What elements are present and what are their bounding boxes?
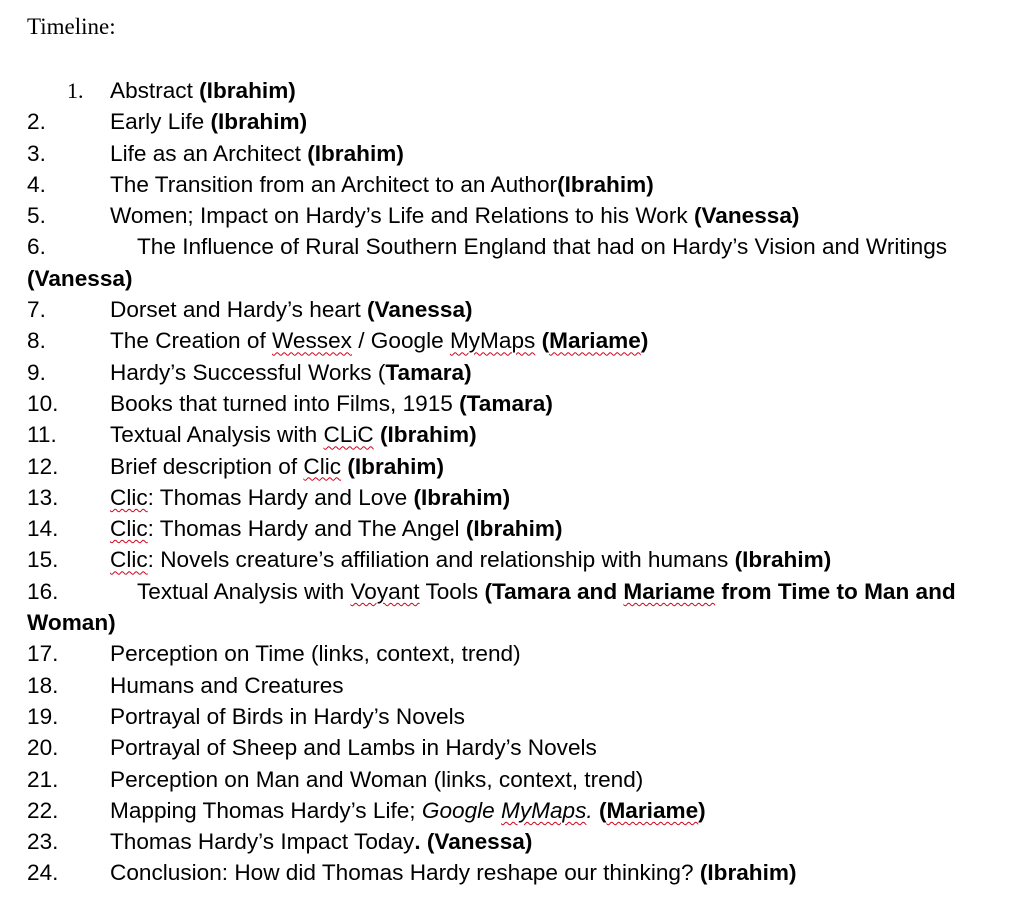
timeline-item bbox=[0, 544, 1010, 575]
item-number: 16. bbox=[27, 578, 59, 604]
item-assignee: (Ibrahim) bbox=[465, 516, 563, 542]
item-text: Abstract bbox=[110, 78, 200, 103]
item-assignee: ( bbox=[598, 797, 607, 823]
item-number: 11. bbox=[27, 422, 57, 448]
item-text: Humans and Creatures bbox=[110, 672, 344, 698]
item-text: CLiC bbox=[323, 422, 374, 448]
item-text: Clic bbox=[303, 453, 342, 479]
item-text: Early Life bbox=[110, 109, 211, 135]
item-number: 7. bbox=[27, 297, 46, 323]
timeline-item bbox=[0, 701, 1010, 732]
item-assignee: (Ibrahim) bbox=[210, 109, 308, 135]
item-number: 1. bbox=[67, 78, 84, 103]
timeline-item bbox=[0, 325, 1010, 356]
item-assignee: (Tamara) bbox=[459, 390, 553, 416]
item-text: Life as an Architect bbox=[110, 140, 308, 166]
item-number: 21. bbox=[27, 766, 59, 792]
timeline-item bbox=[0, 638, 1010, 669]
item-text: . bbox=[586, 797, 593, 823]
item-number: 20. bbox=[27, 735, 59, 761]
item-number: 4. bbox=[27, 171, 46, 197]
item-text: Hardy’s Successful Works ( bbox=[110, 359, 386, 385]
item-assignee: ) bbox=[698, 797, 706, 823]
timeline-item bbox=[0, 826, 1010, 857]
item-text: Clic bbox=[110, 516, 148, 542]
item-assignee: (Ibrahim) bbox=[699, 860, 797, 886]
timeline-heading: Timeline: bbox=[27, 14, 116, 39]
item-number: 14. bbox=[27, 516, 59, 542]
item-assignee: Mariame bbox=[549, 328, 641, 354]
timeline-item bbox=[0, 513, 1010, 544]
item-number: 15. bbox=[27, 547, 59, 573]
item-text: Thomas Hardy’s Impact Today bbox=[110, 829, 415, 855]
timeline-item bbox=[0, 419, 1010, 450]
item-number: 6. bbox=[27, 234, 46, 260]
item-assignee: Mariame bbox=[623, 578, 716, 604]
item-number: 13. bbox=[27, 484, 59, 510]
timeline-list bbox=[0, 75, 1010, 889]
item-text: The Transition from an Architect to an Author bbox=[110, 171, 558, 197]
item-number: 3. bbox=[27, 140, 46, 166]
item-assignee: ( bbox=[541, 328, 550, 354]
item-assignee: (Ibrahim) bbox=[347, 453, 444, 479]
item-number: 17. bbox=[27, 641, 59, 667]
timeline-item bbox=[0, 764, 1010, 795]
item-assignee: (Ibrahim) bbox=[307, 140, 404, 166]
item-assignee: Tamara) bbox=[385, 359, 472, 385]
item-assignee: (Ibrahim) bbox=[557, 171, 654, 197]
item-number: 8. bbox=[27, 328, 46, 354]
item-assignee: . (Vanessa) bbox=[414, 829, 533, 855]
timeline-item bbox=[0, 732, 1010, 763]
item-text: Perception on Man and Woman (links, context, trend) bbox=[110, 766, 644, 792]
item-assignee: from Time to Man and Woman) bbox=[27, 578, 956, 636]
item-text: Voyant bbox=[350, 578, 420, 604]
item-text: Dorset and Hardy’s heart bbox=[110, 297, 368, 323]
item-text: : Thomas Hardy and Love bbox=[147, 484, 414, 510]
item-text: MyMaps bbox=[501, 797, 587, 823]
item-number: 10. bbox=[27, 390, 59, 416]
item-assignee: ) bbox=[640, 328, 649, 354]
item-text: Perception on Time (links, context, trend) bbox=[110, 641, 521, 667]
item-assignee: (Vanessa) bbox=[367, 297, 473, 323]
timeline-item bbox=[0, 169, 1010, 200]
timeline-item bbox=[0, 75, 1010, 106]
item-number: 5. bbox=[27, 203, 46, 229]
item-assignee: (Tamara and bbox=[484, 578, 624, 604]
item-number: 9. bbox=[27, 359, 46, 385]
timeline-item bbox=[0, 482, 1010, 513]
item-text: Clic bbox=[110, 547, 148, 573]
item-assignee: Mariame bbox=[606, 797, 699, 823]
timeline-item bbox=[0, 670, 1010, 701]
item-text: The Creation of bbox=[110, 328, 273, 354]
timeline-item bbox=[0, 106, 1010, 137]
item-text: Tools bbox=[419, 578, 485, 604]
item-text: Portrayal of Birds in Hardy’s Novels bbox=[110, 703, 465, 729]
timeline-item bbox=[0, 576, 1010, 639]
item-number: 18. bbox=[27, 672, 59, 698]
item-text: Google bbox=[421, 797, 502, 823]
timeline-item bbox=[0, 388, 1010, 419]
item-assignee: (Ibrahim) bbox=[379, 422, 477, 448]
timeline-item bbox=[0, 357, 1010, 388]
item-text: : Thomas Hardy and The Angel bbox=[147, 516, 466, 542]
item-number: 12. bbox=[27, 453, 59, 479]
item-text: : Novels creature’s affiliation and relationship with humans bbox=[147, 547, 735, 573]
item-text: Clic bbox=[110, 484, 148, 510]
item-number: 24. bbox=[27, 860, 59, 886]
timeline-item bbox=[0, 795, 1010, 826]
timeline-item bbox=[0, 857, 1010, 888]
item-assignee: (Vanessa) bbox=[27, 265, 133, 291]
item-assignee: (Vanessa) bbox=[693, 203, 800, 229]
item-number: 23. bbox=[27, 829, 59, 855]
item-text: Books that turned into Films, 1915 bbox=[110, 390, 460, 416]
item-text: Wessex bbox=[272, 328, 352, 354]
item-number: 2. bbox=[27, 109, 46, 135]
item-text: Textual Analysis with bbox=[137, 578, 351, 604]
item-text: / Google bbox=[351, 328, 450, 354]
item-number: 19. bbox=[27, 703, 59, 729]
item-text: Textual Analysis with bbox=[110, 422, 324, 448]
item-text: Brief description of bbox=[110, 453, 304, 479]
item-text: The Influence of Rural Southern England that had on Hardy’s Vision and Writings bbox=[137, 234, 948, 260]
timeline-item bbox=[0, 294, 1010, 325]
timeline-item bbox=[0, 451, 1010, 482]
item-assignee: (Ibrahim) bbox=[413, 484, 511, 510]
item-text: Portrayal of Sheep and Lambs in Hardy’s Novels bbox=[110, 735, 597, 761]
item-number: 22. bbox=[27, 797, 59, 823]
item-text: MyMaps bbox=[449, 328, 536, 354]
item-assignee: (Ibrahim) bbox=[199, 78, 296, 103]
item-text: Mapping Thomas Hardy’s Life; bbox=[110, 797, 422, 823]
timeline-item bbox=[0, 231, 1010, 294]
item-text: Conclusion: How did Thomas Hardy reshape our thinking? bbox=[110, 860, 700, 886]
timeline-item bbox=[0, 200, 1010, 231]
item-assignee: (Ibrahim) bbox=[734, 547, 832, 573]
timeline-item bbox=[0, 138, 1010, 169]
item-text: Women; Impact on Hardy’s Life and Relations to his Work bbox=[110, 203, 694, 229]
